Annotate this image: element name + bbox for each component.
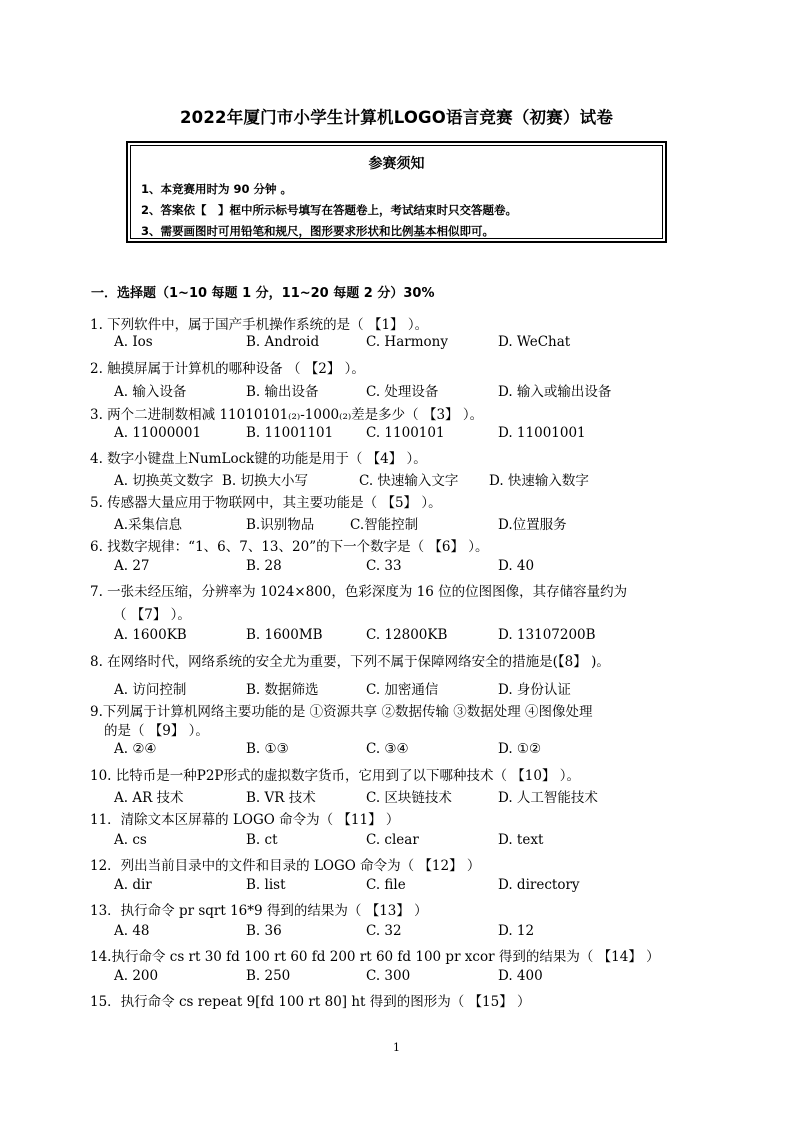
option-a: A. 200	[114, 968, 159, 984]
option-d: D. 400	[498, 968, 543, 984]
options-12	[114, 877, 714, 895]
option-a: A. dir	[114, 877, 152, 893]
option-c: C.智能控制	[350, 517, 419, 533]
notice-box	[126, 141, 667, 243]
option-a: A. AR 技术	[114, 790, 184, 806]
options-14	[114, 968, 714, 986]
option-d: D. directory	[498, 877, 580, 893]
option-b: B. 数据筛选	[246, 682, 319, 698]
question-14: 14.执行命令 cs rt 30 fd 100 rt 60 fd 200 rt 60 fd 100 pr xcor 得到的结果为（ 【14】 ）	[90, 949, 660, 965]
option-b: B. ①③	[246, 741, 289, 757]
notice-inner-frame	[130, 145, 663, 239]
option-b: B. list	[246, 877, 286, 893]
option-a: A. Ios	[114, 334, 153, 350]
question-7: 7. 一张未经压缩，分辨率为 1024×800，色彩深度为 16 位的位图图像，其存储容量约为	[90, 584, 628, 600]
page-title: 2022年厦门市小学生计算机LOGO语言竞赛（初赛）试卷	[179, 108, 614, 127]
option-a: A. ②④	[114, 741, 157, 757]
option-d: D.位置服务	[498, 517, 567, 533]
notice-item-2: 2、答案依【 】框中所示标号填写在答题卷上，考试结束时只交答题卷。	[141, 203, 517, 217]
option-b: B. 250	[246, 968, 291, 984]
option-b: B. 36	[246, 923, 282, 939]
option-d: D. 快速输入数字	[489, 473, 589, 489]
option-c: C. 33	[366, 558, 402, 574]
option-c: C. 区块链技术	[366, 790, 452, 806]
option-c: C. 加密通信	[366, 682, 439, 698]
question-15: 15．执行命令 cs repeat 9[fd 100 rt 80] ht 得到的图形为（ 【15】 ）	[90, 994, 531, 1010]
option-b: B. 切换大小写	[222, 473, 309, 489]
option-c: C. clear	[366, 832, 419, 848]
option-d: D. 13107200B	[498, 627, 596, 643]
option-c: C. 快速输入文字	[359, 473, 459, 489]
option-b: B. Android	[246, 334, 320, 350]
option-d: D. text	[498, 832, 544, 848]
option-c: C. ③④	[366, 741, 409, 757]
options-11	[114, 832, 714, 850]
option-b: B. ct	[246, 832, 278, 848]
option-a: A. 27	[114, 558, 150, 574]
option-d: D. WeChat	[498, 334, 571, 350]
option-a: A. 1600KB	[114, 627, 187, 643]
option-c: C. Harmony	[366, 334, 448, 350]
option-b: B. VR 技术	[246, 790, 316, 806]
question-11: 11．清除文本区屏幕的 LOGO 命令为（ 【11】 ）	[90, 812, 400, 828]
question-9-continued: 的是（ 【9】 ）。	[104, 723, 209, 739]
option-d: D. 11001001	[498, 425, 586, 441]
option-a: A. 切换英文数字	[114, 473, 214, 489]
option-a: A. 输入设备	[114, 384, 187, 400]
notice-item-1: 1、本竞赛用时为 90 分钟 。	[141, 182, 293, 196]
question-8: 8. 在网络时代，网络系统的安全尤为重要，下列不属于保障网络安全的措施是(【8】 )。	[90, 654, 610, 670]
option-d: D. 身份认证	[498, 682, 571, 698]
question-9: 9.下列属于计算机网络主要功能的是 ①资源共享 ②数据传输 ③数据处理 ④图像处理	[90, 704, 593, 720]
page-number: 1	[393, 1041, 400, 1054]
question-12: 12．列出当前目录中的文件和目录的 LOGO 命令为（ 【12】 ）	[90, 858, 481, 874]
option-c: C. 处理设备	[366, 384, 439, 400]
option-d: D. 人工智能技术	[498, 790, 598, 806]
option-b: B. 28	[246, 558, 282, 574]
question-5: 5. 传感器大量应用于物联网中，其主要功能是（ 【5】 ）。	[90, 495, 442, 511]
options-2	[114, 380, 714, 398]
notice-item-3: 3、需要画图时可用铅笔和规尺，图形要求形状和比例基本相似即可。	[141, 224, 494, 238]
options-5	[114, 513, 714, 531]
option-b: B. 1600MB	[246, 627, 323, 643]
option-c: C. 1100101	[366, 425, 445, 441]
option-a: A. cs	[114, 832, 147, 848]
question-6: 6. 找数字规律：“1、6、7、13、20”的下一个数字是（ 【6】 ）。	[90, 539, 489, 555]
options-8	[114, 678, 714, 696]
question-1: 1. 下列软件中，属于国产手机操作系统的是（ 【1】 ）。	[90, 317, 429, 333]
option-b: B. 11001101	[246, 425, 334, 441]
question-4: 4. 数字小键盘上NumLock键的功能是用于（ 【4】 ）。	[90, 451, 427, 467]
notice-heading: 参赛须知	[368, 156, 425, 172]
options-7	[114, 627, 714, 645]
options-6	[114, 558, 714, 576]
option-d: D. 12	[498, 923, 535, 939]
question-13: 13．执行命令 pr sqrt 16*9 得到的结果为（ 【13】 ）	[90, 903, 428, 919]
question-3: 3. 两个二进制数相减 11010101₍₂₎-1000₍₂₎差是多少（ 【3】 ）。	[90, 407, 484, 423]
question-10: 10. 比特币是一种P2P形式的虚拟数字货币，它用到了以下哪种技术（ 【10】 ）。	[90, 768, 581, 784]
option-c: C. 12800KB	[366, 627, 448, 643]
options-10	[114, 786, 714, 804]
option-d: D. 40	[498, 558, 535, 574]
section-heading: 一．选择题（1~10 每题 1 分，11~20 每题 2 分）30%	[91, 286, 435, 301]
option-a: A. 48	[114, 923, 150, 939]
option-c: C. 32	[366, 923, 402, 939]
options-13	[114, 923, 714, 941]
options-1	[114, 334, 714, 352]
option-c: C. 300	[366, 968, 411, 984]
question-7-continued: （ 【7】 ）。	[113, 607, 191, 623]
option-d: D. ①②	[498, 741, 542, 757]
option-c: C. file	[366, 877, 406, 893]
option-b: B. 输出设备	[246, 384, 319, 400]
option-b: B.识别物品	[246, 517, 315, 533]
option-a: A. 访问控制	[114, 682, 187, 698]
option-a: A.采集信息	[114, 517, 183, 533]
option-d: D. 输入或输出设备	[498, 384, 612, 400]
question-2: 2. 触摸屏属于计算机的哪种设备 （ 【2】 ）。	[90, 361, 365, 377]
option-a: A. 11000001	[114, 425, 202, 441]
options-3	[114, 425, 714, 443]
options-9	[114, 741, 714, 759]
options-4	[114, 469, 714, 487]
